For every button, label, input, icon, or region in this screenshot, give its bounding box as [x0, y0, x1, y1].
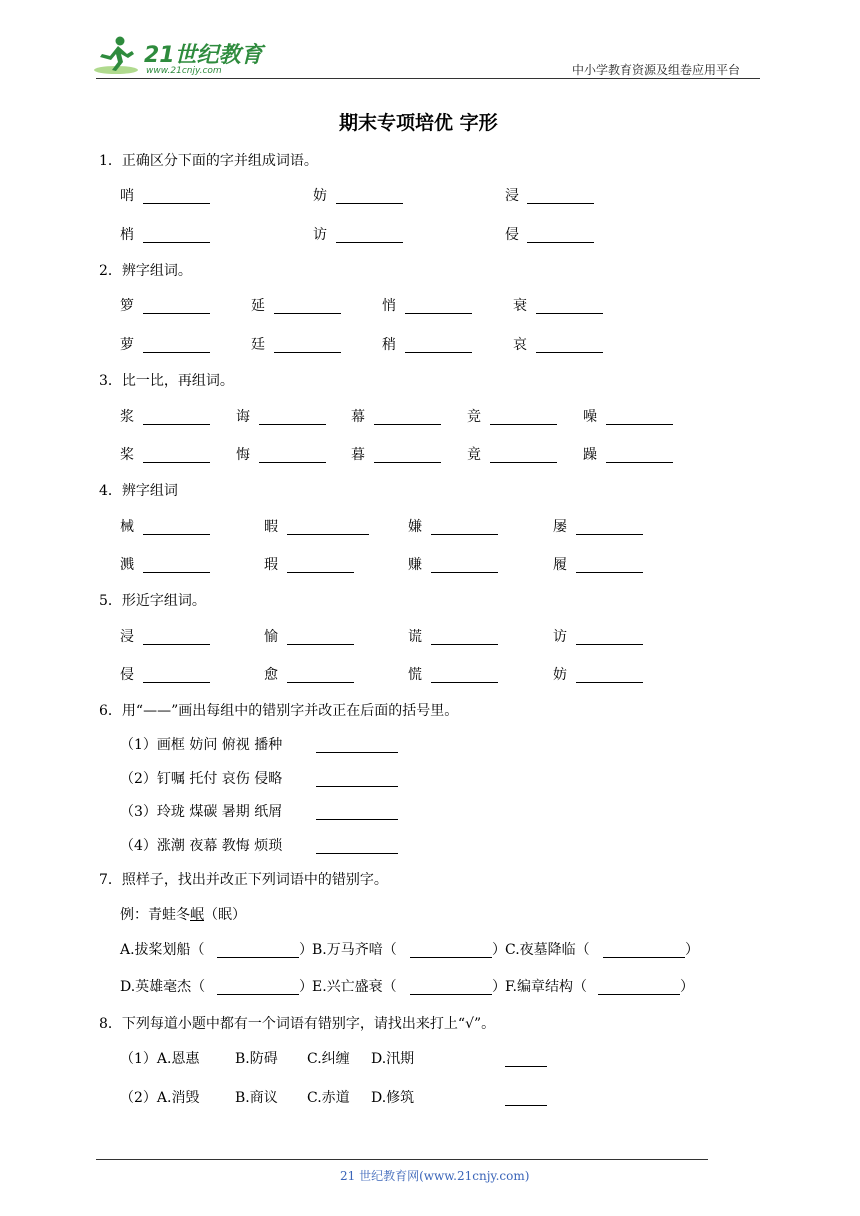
example-wrong-char: 岷: [190, 907, 204, 923]
char-item: 访: [553, 629, 567, 645]
answer-blank[interactable]: [576, 668, 643, 683]
answer-blank[interactable]: [606, 448, 673, 463]
q6-item: （2）钉嘱 托付 哀伤 侵略: [120, 771, 283, 787]
answer-blank[interactable]: [143, 338, 210, 353]
answer-blank[interactable]: [143, 668, 210, 683]
page-title: 期末专项培优 字形: [339, 112, 498, 134]
q6-item: （4）涨潮 夜幕 教悔 烦琐: [120, 838, 283, 854]
char-item: 械: [120, 519, 134, 535]
answer-blank[interactable]: [490, 410, 557, 425]
answer-blank[interactable]: [259, 448, 326, 463]
q7-option-f: F.编章结构（: [505, 979, 587, 995]
q5-prompt: 5．形近字组词。: [99, 593, 206, 609]
answer-blank[interactable]: [316, 805, 398, 820]
q6-prompt: 6．用“——”画出每组中的错别字并改正在后面的括号里。: [99, 703, 459, 719]
char-item: 赚: [408, 557, 422, 573]
answer-blank[interactable]: [316, 772, 398, 787]
close-paren: ）: [492, 979, 506, 995]
answer-blank[interactable]: [143, 410, 210, 425]
char-item: 萝: [120, 337, 134, 353]
q8-option-b: B.商议: [235, 1090, 278, 1106]
q6-item: （3）玲珑 煤碳 暑期 纸屑: [120, 804, 283, 820]
char-item: 噪: [583, 409, 597, 425]
answer-blank[interactable]: [431, 668, 498, 683]
char-item: 躁: [583, 447, 597, 463]
char-item: 梢: [120, 227, 134, 243]
answer-blank[interactable]: [536, 338, 603, 353]
char-item: 暇: [264, 519, 278, 535]
char-item: 愈: [264, 667, 278, 683]
char-item: 侵: [505, 227, 519, 243]
answer-blank[interactable]: [143, 228, 210, 243]
answer-blank[interactable]: [603, 943, 685, 958]
answer-blank[interactable]: [490, 448, 557, 463]
answer-blank[interactable]: [431, 630, 498, 645]
footer-link[interactable]: 21 世纪教育网(www.21cnjy.com): [340, 1169, 530, 1183]
answer-blank[interactable]: [143, 630, 210, 645]
answer-blank[interactable]: [431, 520, 498, 535]
answer-blank[interactable]: [431, 558, 498, 573]
answer-blank[interactable]: [576, 558, 643, 573]
q7-example: [120, 906, 246, 924]
close-paren: ）: [680, 979, 694, 995]
char-item: 幕: [351, 409, 365, 425]
answer-blank[interactable]: [410, 943, 492, 958]
answer-blank[interactable]: [374, 448, 441, 463]
answer-blank[interactable]: [576, 520, 643, 535]
q8-option-b: B.防碍: [235, 1051, 278, 1067]
header-divider: [96, 78, 760, 79]
answer-blank[interactable]: [405, 338, 472, 353]
answer-blank[interactable]: [143, 558, 210, 573]
q7-option-b: B.万马齐喑（: [312, 942, 397, 958]
char-item: 妨: [313, 188, 327, 204]
q8-option-c: C.赤道: [307, 1090, 350, 1106]
q1-prompt: 1．正确区分下面的字并组成词语。: [99, 153, 318, 169]
q7-option-a: A.拔桨划船（: [120, 942, 205, 958]
char-item: 愉: [264, 629, 278, 645]
answer-blank[interactable]: [287, 668, 354, 683]
answer-blank[interactable]: [143, 299, 210, 314]
char-item: 侵: [120, 667, 134, 683]
char-item: 溅: [120, 557, 134, 573]
answer-blank[interactable]: [143, 189, 210, 204]
char-item: 慌: [408, 667, 422, 683]
q8-option-c: C.纠缠: [307, 1051, 350, 1067]
char-item: 竞: [467, 409, 481, 425]
answer-blank[interactable]: [143, 520, 210, 535]
answer-blank[interactable]: [598, 980, 680, 995]
logo-url: www.21cnjy.com: [146, 66, 222, 76]
answer-blank[interactable]: [287, 558, 354, 573]
answer-blank[interactable]: [505, 1091, 547, 1106]
q4-prompt: 4．辨字组词: [99, 483, 178, 499]
q8-option-a: （2）A.消毁: [120, 1090, 200, 1106]
answer-blank[interactable]: [316, 738, 398, 753]
char-item: 桨: [120, 447, 134, 463]
char-item: 箩: [120, 298, 134, 314]
answer-blank[interactable]: [259, 410, 326, 425]
char-item: 履: [553, 557, 567, 573]
q3-prompt: 3．比一比，再组词。: [99, 373, 234, 389]
char-item: 稍: [382, 337, 396, 353]
char-item: 哨: [120, 188, 134, 204]
answer-blank[interactable]: [606, 410, 673, 425]
char-item: 竟: [467, 447, 481, 463]
char-item: 诲: [236, 409, 250, 425]
answer-blank[interactable]: [374, 410, 441, 425]
answer-blank[interactable]: [336, 189, 403, 204]
logo-brand: 21世纪教育: [144, 43, 263, 68]
answer-blank[interactable]: [316, 839, 398, 854]
char-item: 衰: [513, 298, 527, 314]
close-paren: ）: [299, 979, 313, 995]
q8-option-a: （1）A.恩惠: [120, 1051, 200, 1067]
char-item: 浆: [120, 409, 134, 425]
q8-prompt: 8．下列每道小题中都有一个词语有错别字，请找出来打上“√”。: [99, 1016, 496, 1032]
char-item: 暮: [351, 447, 365, 463]
answer-blank[interactable]: [527, 189, 594, 204]
char-item: 悔: [236, 447, 250, 463]
char-item: 悄: [382, 298, 396, 314]
char-item: 嫌: [408, 519, 422, 535]
answer-blank[interactable]: [287, 630, 354, 645]
q7-prompt: 7．照样子，找出并改正下列词语中的错别字。: [99, 872, 388, 888]
q7-option-d: D.英雄毫杰（: [120, 979, 206, 995]
answer-blank[interactable]: [527, 228, 594, 243]
answer-blank[interactable]: [336, 228, 403, 243]
char-item: 廷: [251, 337, 265, 353]
q2-prompt: 2．辨字组词。: [99, 263, 192, 279]
char-item: 哀: [513, 337, 527, 353]
char-item: 谎: [408, 629, 422, 645]
close-paren: ）: [685, 942, 699, 958]
header-platform-text: 中小学教育资源及组卷应用平台: [572, 63, 741, 77]
char-item: 延: [251, 298, 265, 314]
answer-blank[interactable]: [143, 448, 210, 463]
char-item: 浸: [120, 629, 134, 645]
answer-blank[interactable]: [217, 943, 299, 958]
runner-logo-icon: [92, 34, 142, 78]
q8-option-d: D.修筑: [371, 1090, 415, 1106]
char-item: 屡: [553, 519, 567, 535]
char-item: 瑕: [264, 557, 278, 573]
footer-divider: [96, 1159, 708, 1160]
answer-blank[interactable]: [576, 630, 643, 645]
close-paren: ）: [299, 942, 313, 958]
answer-blank[interactable]: [274, 299, 341, 314]
example-prefix: 例：青蛙冬: [120, 907, 190, 923]
q8-option-d: D.汛期: [371, 1051, 415, 1067]
answer-blank[interactable]: [536, 299, 603, 314]
q7-option-c: C.夜墓降临（: [505, 942, 590, 958]
char-item: 浸: [505, 188, 519, 204]
q6-item: （1）画框 妨问 俯视 播种: [120, 737, 283, 753]
answer-blank[interactable]: [274, 338, 341, 353]
example-suffix: （眠）: [204, 907, 246, 923]
answer-blank[interactable]: [505, 1052, 547, 1067]
q7-option-e: E.兴亡盛衰（: [312, 979, 397, 995]
answer-blank[interactable]: [217, 980, 299, 995]
logo: [92, 34, 262, 78]
char-item: 访: [313, 227, 327, 243]
answer-blank[interactable]: [410, 980, 492, 995]
close-paren: ）: [492, 942, 506, 958]
char-item: 妨: [553, 667, 567, 683]
answer-blank[interactable]: [405, 299, 472, 314]
answer-blank[interactable]: [287, 520, 369, 535]
